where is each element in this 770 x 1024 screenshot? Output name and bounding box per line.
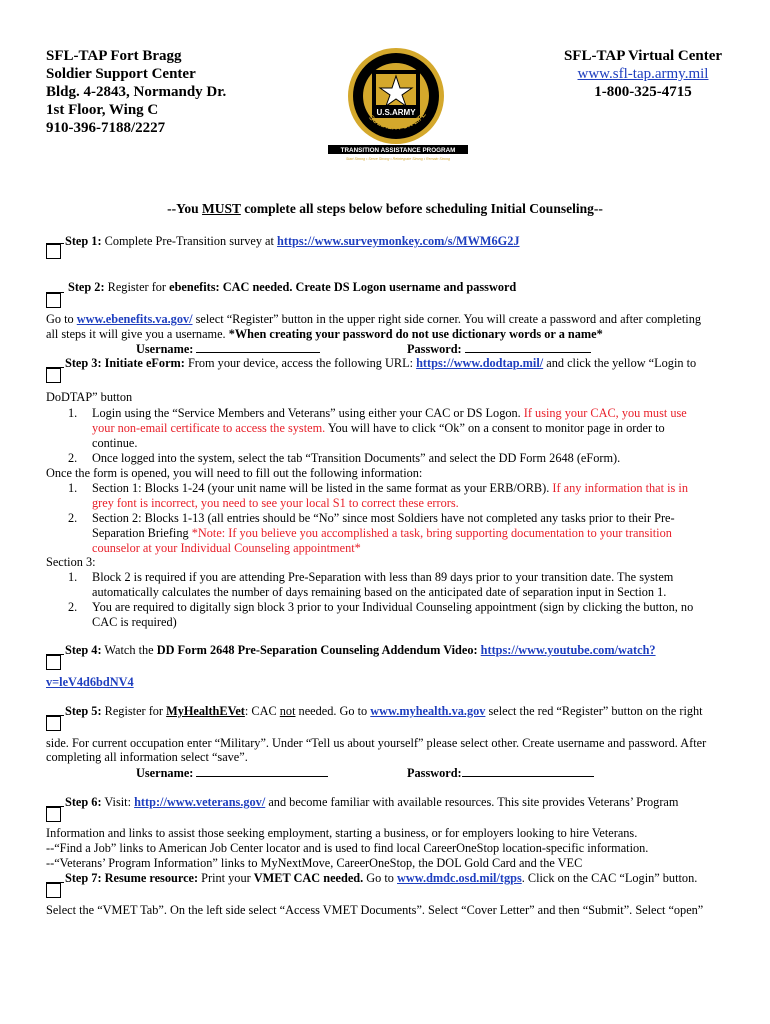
s2-red2: counselor at your Individual Counseling appointment*: [92, 541, 361, 555]
step6-line2: Information and links to assist those seeking employment, starting a business, or for employers looking to hire Veterans.: [46, 826, 638, 840]
army-logo-icon: [326, 44, 472, 166]
step4-checkbox[interactable]: [46, 655, 61, 670]
step7-goto: Go to: [363, 871, 398, 885]
header-virtual-center: [558, 47, 728, 101]
list-num: 1.: [68, 481, 78, 495]
step3-desc: From your device, access the following URL:: [184, 356, 417, 370]
step3-checkbox[interactable]: [46, 368, 61, 383]
s3-2-b: CAC is required): [92, 615, 177, 629]
step2-line2: [46, 327, 603, 342]
s2-b: Separation Briefing: [92, 526, 192, 540]
step3-dodtap-link[interactable]: https://www.dodtap.mil/: [416, 356, 544, 370]
step5-line3: completing all information select “save”.: [46, 750, 248, 764]
item1-red1: If using your CAC, you must use: [523, 406, 687, 420]
step2-line1-post: select “Register” button in the upper right side corner. You will create a password and after completing: [192, 312, 702, 326]
s1-red2: grey font is incorrect, you need to see your local S1 to correct these errors.: [92, 496, 459, 510]
list-num: 2.: [68, 511, 78, 525]
step3-cont: DoDTAP” button: [46, 390, 133, 404]
item1-text: Login using the “Service Members and Veterans” using either your CAC or DS Logon.: [92, 406, 524, 420]
step2-bold: ebenefits: CAC needed. Create DS Logon username and password: [169, 280, 517, 294]
header-left-line2: Soldier Support Center: [46, 66, 196, 82]
list-num: 1.: [68, 406, 78, 420]
header-right-title: SFL-TAP Virtual Center: [563, 48, 723, 64]
logo-tagline: Start Strong • Serve Strong • Reintegrate Strong • Remain Strong: [345, 157, 451, 161]
s2-red1: *Note: If you believe you accomplished a task, bring supporting documentation to your transition: [191, 526, 672, 540]
header-address: [46, 47, 226, 137]
step5-post: select the red “Register” button on the right: [485, 704, 703, 718]
step3-post: and click the yellow “Login to: [543, 356, 697, 370]
header-left-line4: 1st Floor, Wing C: [46, 102, 159, 118]
step3-section2: [46, 511, 726, 556]
step5-cac-pre: : CAC: [244, 704, 280, 718]
step4-label: Step 4:: [65, 643, 102, 657]
step3-section3-item2: [46, 600, 726, 630]
header-right-phone: 1-800-325-4715: [594, 84, 692, 100]
step2-checkbox[interactable]: [46, 293, 61, 308]
step5-not: not: [279, 704, 296, 718]
step7-bold: VMET CAC needed.: [253, 871, 364, 885]
header-left-line1: SFL-TAP Fort Bragg: [46, 48, 182, 64]
step4-text: [65, 643, 656, 658]
step7-label: Step 7: Resume resource:: [65, 871, 199, 885]
step2-ebenefits-link[interactable]: www.ebenefits.va.gov/: [76, 312, 193, 326]
step4-youtube-link-cont[interactable]: v=leV4d6bdNV4: [46, 675, 134, 689]
step6-line4: --“Veterans’ Program Information” links to MyNextMove, CareerOneStop, the DOL Gold Card and the VEC: [46, 856, 583, 870]
step2-label: Step 2:: [68, 280, 105, 294]
s1-text: Section 1: Blocks 1-24 (your unit name will be listed in the same format as your ERB/ORB).: [92, 481, 553, 495]
step2-line2-text: all steps it will give you a username.: [46, 327, 229, 341]
step5-username-row: [136, 765, 328, 781]
step6-checkbox[interactable]: [46, 807, 61, 822]
step5-myhealth-link[interactable]: www.myhealth.va.gov: [370, 704, 486, 718]
item1-b: You will have to click “Ok” on a consent to monitor page in order to: [325, 421, 665, 435]
step3-list1-item1: [46, 406, 726, 451]
army-sfl-tap-logo: [326, 44, 472, 166]
item2-text: Once logged into the system, select the tab “Transition Documents” and select the DD Form 2648 (eForm).: [92, 451, 621, 465]
step3-section3-label: Section 3:: [46, 555, 96, 569]
s3-1-a: Block 2 is required if you are attending Pre-Separation with less than 89 days prior to your transition date. The system: [92, 570, 674, 584]
step2-password-field[interactable]: [465, 341, 591, 353]
step2-password-row: [407, 341, 591, 357]
step2-username-row: [136, 341, 320, 357]
step5-text: [65, 704, 703, 719]
step3-section1: [46, 481, 726, 511]
step7-text: [65, 871, 697, 886]
step4-desc: Watch the: [101, 643, 157, 657]
intro-instruction: [0, 201, 770, 216]
step6-line3: --“Find a Job” links to American Job Center locator and is used to find local CareerOneStop location-specific information.: [46, 841, 649, 855]
step7-post: . Click on the CAC “Login” button.: [521, 871, 698, 885]
step7-desc: Print your: [198, 871, 254, 885]
s3-2-a: You are required to digitally sign block 3 prior to your Individual Counseling appointment (sign by clicking the button, no: [92, 600, 694, 614]
list-num: 1.: [68, 570, 78, 584]
logo-army-text: U.S.ARMY: [376, 108, 416, 117]
step1-label: Step 1:: [65, 234, 102, 248]
step1-checkbox[interactable]: [46, 244, 61, 259]
step7-dmdc-link[interactable]: www.dmdc.osd.mil/tgps: [397, 871, 522, 885]
step2-password-label: Password:: [407, 342, 462, 356]
step5-checkbox[interactable]: [46, 716, 61, 731]
step3-list1-item2: [46, 451, 726, 466]
s3-1-b: automatically calculates the number of days remaining based on the anticipated date of separation input in Section 1.: [92, 585, 667, 599]
intro-post: complete all steps below before scheduling Initial Counseling--: [240, 201, 603, 216]
step7-checkbox[interactable]: [46, 883, 61, 898]
intro-must: MUST: [202, 201, 241, 216]
step3-section3-item1: [46, 570, 726, 600]
list-num: 2.: [68, 451, 78, 465]
step5-password-field[interactable]: [462, 765, 594, 777]
step4-youtube-link[interactable]: https://www.youtube.com/watch?: [480, 643, 656, 657]
item1-c: continue.: [92, 436, 138, 450]
step5-password-label: Password:: [407, 766, 462, 780]
step2-line1: [46, 312, 701, 327]
step7-line2: Select the “VMET Tab”. On the left side select “Access VMET Documents”. Select “Cover Letter” and then “Submit”. Select “open”: [46, 903, 704, 917]
s1-red1: If any information that is in: [552, 481, 688, 495]
logo-ring-text: SOLDIER FOR LIFE: [367, 111, 428, 132]
step5-username-label: Username:: [136, 766, 194, 780]
step5-username-field[interactable]: [196, 765, 328, 777]
item1-red2: your non-email certificate to access the system.: [92, 421, 326, 435]
s2-text: Section 2: Blocks 1-13 (all entries should be “No” since most Soldiers have not completed any tasks prior to their Pre-: [92, 511, 675, 525]
step6-post: and become familiar with available resources. This site provides Veterans’ Program: [265, 795, 679, 809]
step1-desc: Complete Pre-Transition survey at: [101, 234, 278, 248]
step2-line2-bold: *When creating your password do not use dictionary words or a name*: [228, 327, 603, 341]
step5-label: Step 5:: [65, 704, 102, 718]
step2-desc: Register for: [104, 280, 170, 294]
list-num: 2.: [68, 600, 78, 614]
step6-text: [65, 795, 678, 810]
step3-text: [65, 356, 696, 371]
header-left-line5: 910-396-7188/2227: [46, 120, 166, 136]
header-left-line3: Bldg. 4-2843, Normandy Dr.: [46, 84, 227, 100]
step2-text: [68, 280, 516, 295]
step1-survey-link[interactable]: https://www.surveymonkey.com/s/MWM6G2J: [277, 234, 520, 248]
step1-text: [65, 234, 520, 249]
step5-cac-post: needed. Go to: [295, 704, 371, 718]
step6-desc: Visit:: [101, 795, 135, 809]
step2-username-field[interactable]: [196, 341, 320, 353]
step5-password-row: [407, 765, 594, 781]
step2-username-label: Username:: [136, 342, 194, 356]
intro-pre: --You: [167, 201, 203, 216]
step5-site: MyHealthEVet: [166, 704, 245, 718]
step6-veterans-link[interactable]: http://www.veterans.gov/: [134, 795, 266, 809]
step3-label: Step 3: Initiate eForm:: [65, 356, 185, 370]
logo-banner-text: TRANSITION ASSISTANCE PROGRAM: [340, 147, 456, 154]
step3-form-open: Once the form is opened, you will need to fill out the following information:: [46, 466, 423, 480]
step5-line2: side. For current occupation enter “Military”. Under “Tell us about yourself” please select other. Create username and password. After: [46, 736, 707, 750]
step6-label: Step 6:: [65, 795, 102, 809]
step2-goto: Go to: [46, 312, 77, 326]
header-right-website[interactable]: www.sfl-tap.army.mil: [577, 66, 709, 82]
step4-bold: DD Form 2648 Pre-Separation Counseling Addendum Video:: [156, 643, 481, 657]
step5-desc: Register for: [101, 704, 167, 718]
